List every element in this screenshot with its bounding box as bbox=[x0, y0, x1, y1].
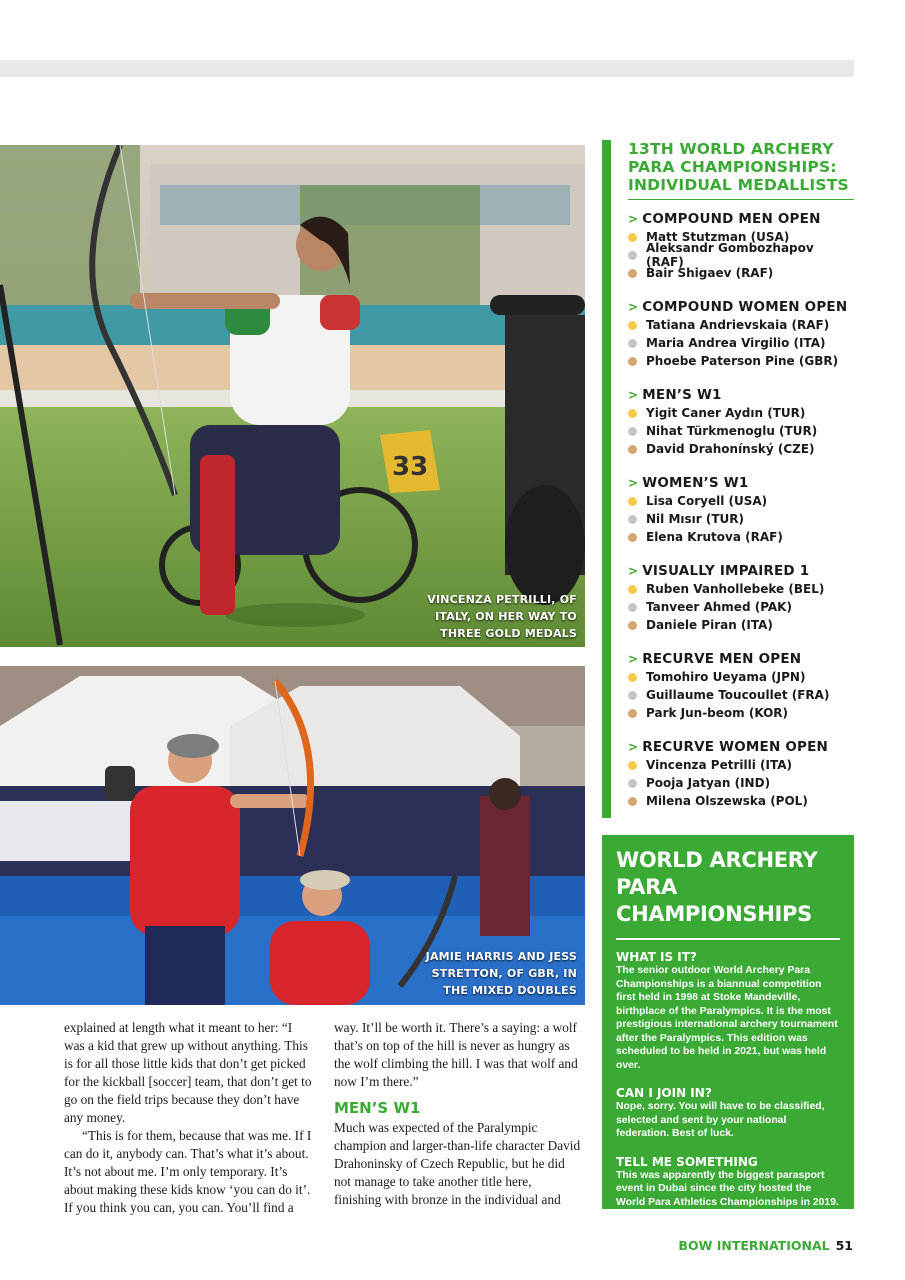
medallist-name: Vincenza Petrilli (ITA) bbox=[646, 758, 792, 772]
medallist-name: Phoebe Paterson Pine (GBR) bbox=[646, 354, 839, 368]
medallist-name: Guillaume Toucoullet (FRA) bbox=[646, 688, 830, 702]
medallist-name: Nil Mısır (TUR) bbox=[646, 512, 744, 526]
article-subhead: MEN’S W1 bbox=[334, 1099, 421, 1117]
magazine-name: BOW INTERNATIONAL bbox=[678, 1238, 830, 1253]
silver-medal-icon bbox=[628, 603, 637, 612]
info-box-divider bbox=[616, 938, 840, 940]
medallist-name: David Drahonínský (CZE) bbox=[646, 442, 815, 456]
article-paragraph: “This is for them, because that was me. If I can do it, anybody can. That’s what it’s about. It’s not about me. I’m only temporary. It’s about making these kids know ‘you can do it’. If you think you can, you can. You’ll find a bbox=[64, 1128, 312, 1215]
info-section-text: Nope, sorry. You will have to be classified, selected and sent by your national federation. Best of luck. bbox=[616, 1101, 825, 1139]
bronze-medal-icon bbox=[628, 797, 637, 806]
sidebar-accent-bar bbox=[602, 140, 611, 818]
photo-petrilli-illustration bbox=[0, 145, 585, 647]
photo-caption-2: JAMIE HARRIS AND JESS STRETTON, OF GBR, IN THE MIXED DOUBLES bbox=[425, 950, 577, 997]
medallist-name: Lisa Coryell (USA) bbox=[646, 494, 768, 508]
chevron-right-icon: > bbox=[628, 652, 639, 666]
info-section-heading: WHAT IS IT? bbox=[616, 950, 697, 964]
medallist-row bbox=[628, 241, 854, 269]
medal-category bbox=[628, 562, 854, 634]
medallist-row bbox=[628, 422, 854, 440]
info-section-text: The senior outdoor World Archery Para Championships is a biannual competition first held in 1998 at Stoke Mandeville, birthplace of the Paralympics. It is the most prestigious international archery tournament after the Paralympics. This edition was scheduled to be held in 2021, but was held over. bbox=[616, 965, 838, 1071]
chevron-right-icon: > bbox=[628, 476, 639, 490]
article-column-1 bbox=[64, 1019, 314, 1217]
medal-category-title bbox=[628, 298, 854, 316]
medallist-row bbox=[628, 352, 854, 370]
article-paragraph: Much was expected of the Paralympic champion and larger-than-life character David Drahoninsky of Czech Republic, but he did not manage to take another title here, finishing with bronze in the individual and bbox=[334, 1120, 581, 1207]
medal-category bbox=[628, 650, 854, 722]
sidebar-divider bbox=[628, 199, 854, 200]
photo-petrilli bbox=[0, 145, 585, 647]
page-footer bbox=[678, 1238, 853, 1253]
article-paragraph: way. It’ll be worth it. There’s a saying: a wolf that’s on top of the hill is never as hungry as the wolf climbing the hill. I was that wolf and now I’m there.” bbox=[334, 1020, 578, 1089]
medal-category-label: WOMEN’S W1 bbox=[642, 475, 749, 491]
medal-category-title bbox=[628, 650, 854, 668]
medal-category-title bbox=[628, 210, 854, 228]
medallist-name: Tatiana Andrievskaia (RAF) bbox=[646, 318, 830, 332]
medallist-row bbox=[628, 510, 854, 528]
medal-category bbox=[628, 210, 854, 282]
medallist-row bbox=[628, 492, 854, 510]
chevron-right-icon: > bbox=[628, 564, 639, 578]
silver-medal-icon bbox=[628, 427, 637, 436]
medallist-name: Matt Stutzman (USA) bbox=[646, 230, 790, 244]
photo-harris-stretton bbox=[0, 666, 585, 1005]
medal-category-title bbox=[628, 738, 854, 756]
medallist-row bbox=[628, 756, 854, 774]
medallist-row bbox=[628, 774, 854, 792]
silver-medal-icon bbox=[628, 339, 637, 348]
bronze-medal-icon bbox=[628, 445, 637, 454]
gold-medal-icon bbox=[628, 673, 637, 682]
header-bar bbox=[0, 60, 854, 77]
medal-category-label: RECURVE MEN OPEN bbox=[642, 651, 802, 667]
medallist-name: Tanveer Ahmed (PAK) bbox=[646, 600, 792, 614]
bronze-medal-icon bbox=[628, 621, 637, 630]
medallist-row bbox=[628, 704, 854, 722]
medal-category-label: COMPOUND MEN OPEN bbox=[642, 211, 821, 227]
silver-medal-icon bbox=[628, 691, 637, 700]
medal-category-label: MEN’S W1 bbox=[642, 387, 722, 403]
gold-medal-icon bbox=[628, 321, 637, 330]
info-box-title: WORLD ARCHERY PARA CHAMPIONSHIPS bbox=[616, 848, 818, 926]
medallist-row bbox=[628, 580, 854, 598]
medallist-row bbox=[628, 316, 854, 334]
medallist-name: Daniele Piran (ITA) bbox=[646, 618, 773, 632]
silver-medal-icon bbox=[628, 251, 637, 260]
medallist-row bbox=[628, 616, 854, 634]
medallist-name: Yigit Caner Aydın (TUR) bbox=[646, 406, 806, 420]
silver-medal-icon bbox=[628, 779, 637, 788]
gold-medal-icon bbox=[628, 497, 637, 506]
medallist-name: Tomohiro Ueyama (JPN) bbox=[646, 670, 806, 684]
target-number: 33 bbox=[392, 452, 429, 482]
info-box bbox=[602, 835, 854, 1209]
medallist-name: Park Jun-beom (KOR) bbox=[646, 706, 789, 720]
medallist-name: Nihat Türkmenoglu (TUR) bbox=[646, 424, 818, 438]
medallist-row bbox=[628, 598, 854, 616]
medal-category bbox=[628, 386, 854, 458]
medal-category-label: COMPOUND WOMEN OPEN bbox=[642, 299, 848, 315]
medallist-name: Milena Olszewska (POL) bbox=[646, 794, 808, 808]
article-column-2 bbox=[334, 1019, 582, 1209]
medal-category-label: VISUALLY IMPAIRED 1 bbox=[642, 563, 810, 579]
medal-category bbox=[628, 474, 854, 546]
gold-medal-icon bbox=[628, 585, 637, 594]
bronze-medal-icon bbox=[628, 709, 637, 718]
info-section-text: This was apparently the biggest parasport event in Dubai since the city hosted the World Para Athletics Championships in 2019. bbox=[616, 1169, 839, 1208]
gold-medal-icon bbox=[628, 761, 637, 770]
chevron-right-icon: > bbox=[628, 740, 639, 754]
medallists-sidebar bbox=[628, 140, 854, 826]
gold-medal-icon bbox=[628, 233, 637, 242]
info-section-heading: CAN I JOIN IN? bbox=[616, 1086, 712, 1100]
medal-category-title bbox=[628, 474, 854, 492]
medallist-name: Pooja Jatyan (IND) bbox=[646, 776, 771, 790]
medallist-name: Bair Shigaev (RAF) bbox=[646, 266, 774, 280]
silver-medal-icon bbox=[628, 515, 637, 524]
bronze-medal-icon bbox=[628, 269, 637, 278]
bronze-medal-icon bbox=[628, 357, 637, 366]
medal-category-label: RECURVE WOMEN OPEN bbox=[642, 739, 829, 755]
medal-category bbox=[628, 298, 854, 370]
medallist-name: Aleksandr Gombozhapov (RAF) bbox=[646, 241, 814, 269]
gold-medal-icon bbox=[628, 409, 637, 418]
info-section-heading: TELL ME SOMETHING bbox=[616, 1154, 758, 1169]
medal-category bbox=[628, 738, 854, 810]
medallists-title: 13TH WORLD ARCHERY PARA CHAMPIONSHIPS: INDIVIDUAL MEDALLISTS bbox=[628, 140, 849, 194]
medallist-row bbox=[628, 528, 854, 546]
medallist-row bbox=[628, 404, 854, 422]
photo-caption-1: VINCENZA PETRILLI, OF ITALY, ON HER WAY TO THREE GOLD MEDALS bbox=[427, 593, 577, 640]
medal-category-title bbox=[628, 386, 854, 404]
page-number: 51 bbox=[835, 1238, 853, 1253]
bronze-medal-icon bbox=[628, 533, 637, 542]
medallist-row bbox=[628, 686, 854, 704]
medallist-row bbox=[628, 334, 854, 352]
medal-category-title bbox=[628, 562, 854, 580]
medallist-row bbox=[628, 792, 854, 810]
info-box-sections bbox=[616, 950, 840, 1209]
article-paragraph: explained at length what it meant to her: “I was a kid that grew up without anything. This is for all those little kids that don’t get picked for the kickball [soccer] team, that don’t get to go on the field trips because they don’t have any money. bbox=[64, 1020, 312, 1125]
chevron-right-icon: > bbox=[628, 388, 639, 402]
chevron-right-icon: > bbox=[628, 300, 639, 314]
medallist-row bbox=[628, 440, 854, 458]
medallist-name: Maria Andrea Virgilio (ITA) bbox=[646, 336, 826, 350]
medallist-name: Ruben Vanhollebeke (BEL) bbox=[646, 582, 825, 596]
chevron-right-icon: > bbox=[628, 212, 639, 226]
medallist-row bbox=[628, 668, 854, 686]
medal-category-list bbox=[628, 210, 854, 810]
medallist-name: Elena Krutova (RAF) bbox=[646, 530, 783, 544]
